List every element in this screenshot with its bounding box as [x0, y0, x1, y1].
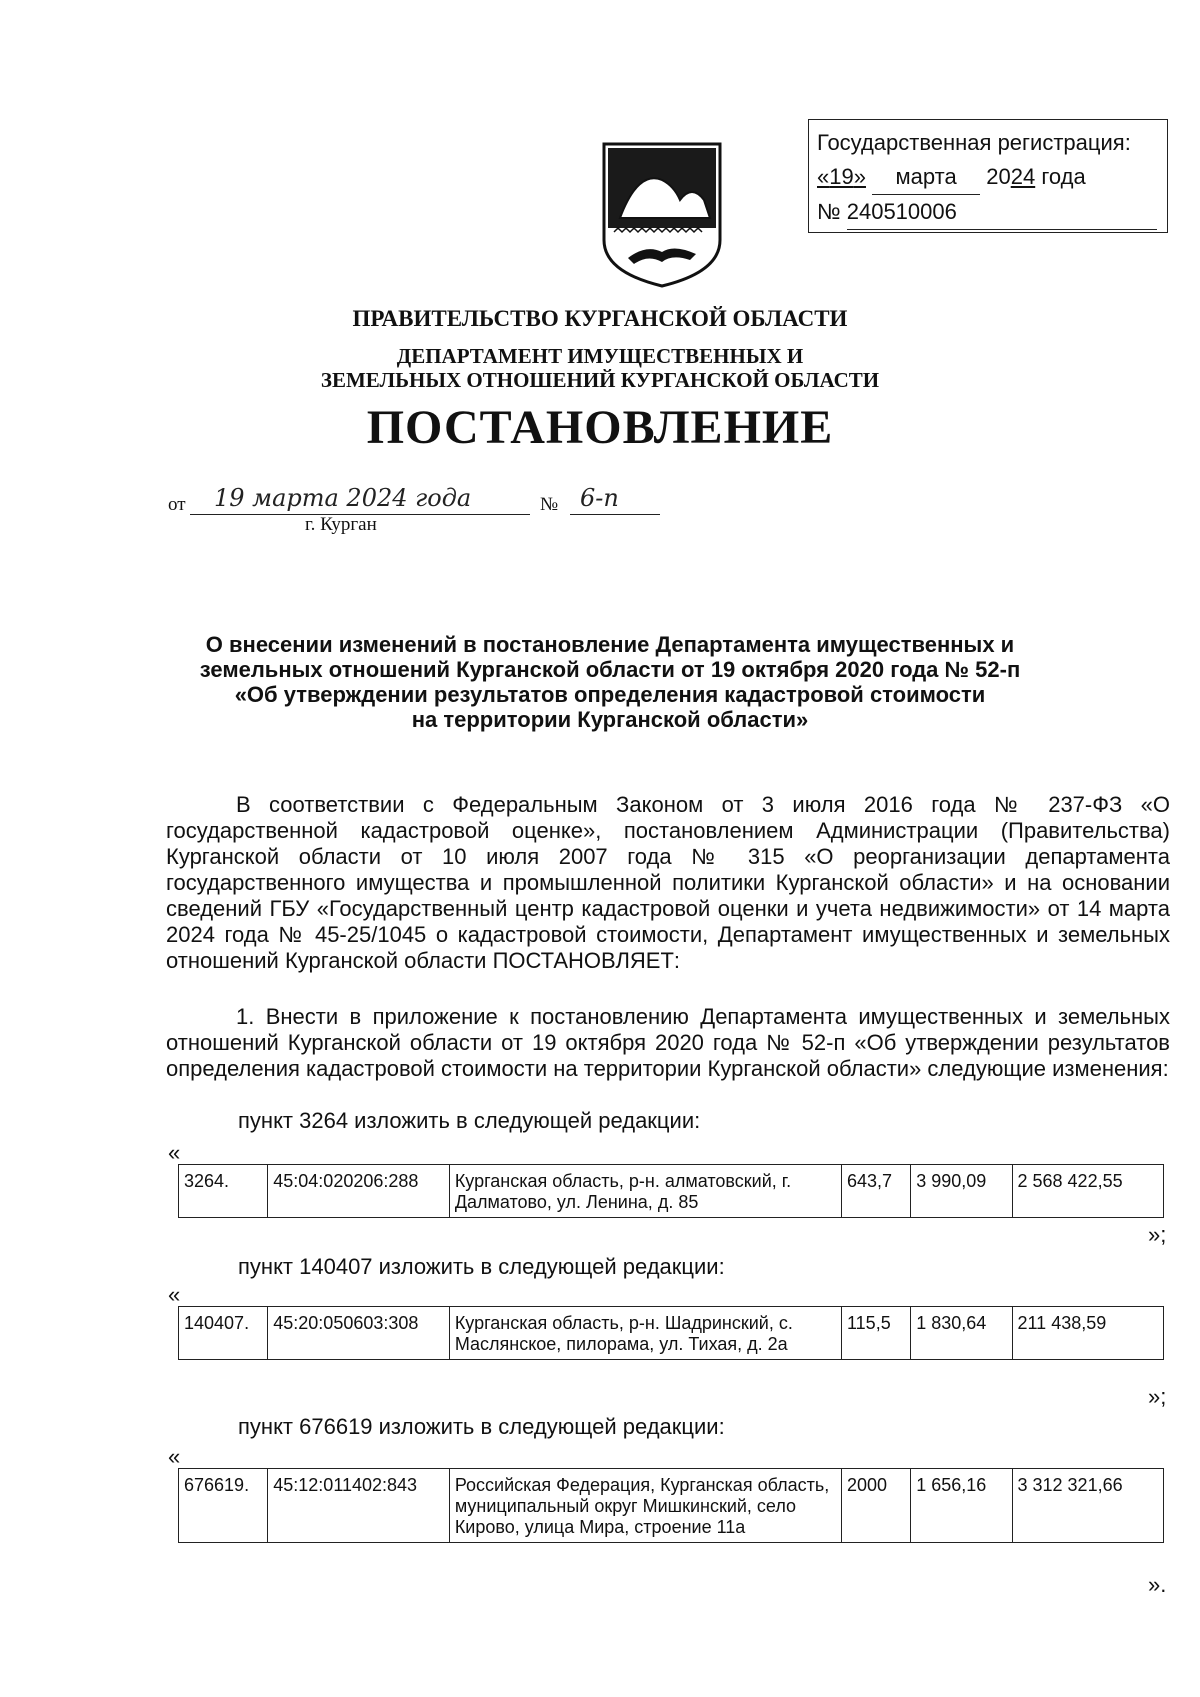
cadastral-number: 45:12:011402:843: [268, 1469, 450, 1543]
object-area: 2000: [842, 1469, 911, 1543]
stamp-year-word: года: [1041, 164, 1086, 189]
quote-close: ».: [1148, 1572, 1167, 1597]
table-row: [179, 1469, 1164, 1543]
stamp-day-open: «: [817, 164, 830, 189]
subject-line: О внесении изменений в постановление Департамента имущественных и: [205, 632, 1015, 657]
coat-of-arms-icon: [600, 140, 724, 290]
object-area: 115,5: [842, 1307, 911, 1360]
document-type-title: ПОСТАНОВЛЕНИЕ: [366, 401, 834, 454]
record-lead: пункт 140407 изложить в следующей редакции:: [238, 1254, 725, 1279]
handwritten-number: 6-п: [580, 484, 619, 512]
date-number-line: [168, 484, 688, 530]
department-name-line1: ДЕПАРТАМЕНТ ИМУЩЕСТВЕННЫХ И: [396, 344, 804, 368]
unit-cadastral-cost: 1 830,64: [911, 1307, 1012, 1360]
stamp-number-value: 240510006: [846, 199, 957, 224]
stamp-day: 19: [829, 164, 854, 189]
stamp-year-prefix: 20: [986, 164, 1011, 189]
stamp-month: марта: [895, 164, 957, 189]
stamp-day-close: »: [853, 164, 866, 189]
subject-line: на территории Курганской области»: [411, 707, 809, 732]
record-table: [178, 1164, 1164, 1218]
record-lead: пункт 676619 изложить в следующей редакции:: [238, 1414, 725, 1439]
record-table: [178, 1306, 1164, 1360]
record-number: 140407.: [179, 1307, 268, 1360]
quote-close: »;: [1148, 1384, 1167, 1409]
department-name-line2: ЗЕМЕЛЬНЫХ ОТНОШЕНИЙ КУРГАНСКОЙ ОБЛАСТИ: [320, 368, 880, 392]
stamp-date: [817, 160, 1159, 195]
quote-open: «: [168, 1282, 181, 1307]
quote-open: «: [168, 1140, 181, 1165]
object-address: Российская Федерация, Курганская область, муниципальный округ Мишкинский, село Кирово, улица Мира, строение 11а: [449, 1469, 841, 1543]
resolution-item-1: 1. Внести в приложение к постановлению Департамента имущественных и земельных отношений Курганской области от 19 октября 2020 года № 52-п «Об утверждении результатов определения кадастровой стоимости на территории Курганской области» следующие изменения:: [166, 1004, 1170, 1081]
total-cadastral-cost: 3 312 321,66: [1012, 1469, 1164, 1543]
object-address: Курганская область, р-н. Шадринский, с. Маслянское, пилорама, ул. Тихая, д. 2а: [449, 1307, 841, 1360]
record-table: [178, 1468, 1164, 1543]
city-name: г. Курган: [305, 514, 377, 535]
preamble-paragraph: В соответствии с Федеральным Законом от 3 июля 2016 года № 237-ФЗ «О государственной кадастровой оценке», постановлением Администрации (Правительства) Курганской области от 10 июля 2007 года № 315 «О реорганизации департамента государственного имущества и промышленной политики Курганской области» и на основании сведений ГБУ «Государственный центр кадастровой оценки и учета недвижимости» от 14 марта 2024 года № 45-25/1045 о кадастровой стоимости, Департамент имущественных и земельных отношений Курганской области ПОСТАНОВЛЯЕТ:: [166, 792, 1170, 973]
record-lead: пункт 3264 изложить в следующей редакции:: [238, 1108, 701, 1133]
table-row: [179, 1307, 1164, 1360]
stamp-number: [817, 195, 1159, 230]
table-row: [179, 1165, 1164, 1218]
record-number: 676619.: [179, 1469, 268, 1543]
stamp-title: Государственная регистрация:: [817, 130, 1131, 155]
unit-cadastral-cost: 3 990,09: [911, 1165, 1012, 1218]
record-number: 3264.: [179, 1165, 268, 1218]
unit-cadastral-cost: 1 656,16: [911, 1469, 1012, 1543]
cadastral-number: 45:04:020206:288: [268, 1165, 450, 1218]
handwritten-date: 19 марта 2024 года: [214, 484, 472, 512]
subject-line: «Об утверждении результатов определения кадастровой стоимости: [234, 682, 986, 707]
object-address: Курганская область, р-н. алматовский, г. Далматово, ул. Ленина, д. 85: [449, 1165, 841, 1218]
object-area: 643,7: [842, 1165, 911, 1218]
subject-line: земельных отношений Курганской области от 19 октября 2020 года № 52-п: [199, 657, 1021, 682]
stamp-number-label: №: [817, 199, 841, 224]
total-cadastral-cost: 2 568 422,55: [1012, 1165, 1164, 1218]
date-from-label: от: [168, 494, 186, 515]
document-subject: [180, 632, 1040, 732]
total-cadastral-cost: 211 438,59: [1012, 1307, 1164, 1360]
cadastral-number: 45:20:050603:308: [268, 1307, 450, 1360]
government-name: ПРАВИТЕЛЬСТВО КУРГАНСКОЙ ОБЛАСТИ: [352, 306, 848, 331]
stamp-year-suffix: 24: [1010, 164, 1036, 189]
registration-stamp: [808, 119, 1168, 233]
number-label: №: [540, 494, 559, 515]
quote-close: »;: [1148, 1222, 1167, 1247]
quote-open: «: [168, 1444, 181, 1469]
